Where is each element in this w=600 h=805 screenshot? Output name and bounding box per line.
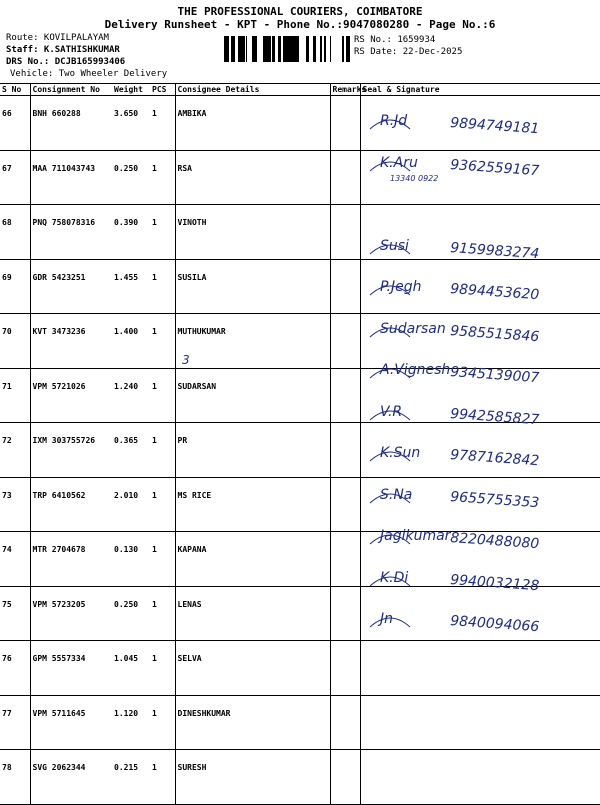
signature-name: K.Sun — [380, 445, 421, 461]
barcode-bar — [295, 36, 297, 62]
barcode-bar — [268, 36, 271, 62]
cell-consignment: GDR 5423251 — [30, 259, 112, 314]
signature-name: Sudarsan — [380, 320, 446, 337]
table-header-row — [0, 84, 600, 96]
cell-seal — [360, 641, 600, 696]
cell-consignment: TRP 6410562 — [30, 477, 112, 532]
cell-consignment: BNH 660288 — [30, 96, 112, 151]
signature-note: 13340 0922 — [390, 173, 439, 183]
barcode-bar — [228, 36, 229, 62]
cell-pcs: 1 — [150, 750, 175, 805]
cell-pcs: 1 — [150, 423, 175, 478]
cell-sno: 67 — [0, 150, 30, 205]
cell-consignee: LENAS — [175, 586, 330, 641]
barcode-bar — [240, 36, 243, 62]
cell-consignee: MUTHUKUMAR — [175, 314, 330, 369]
drs-number: DRS No.: DCJB165993406 — [6, 57, 126, 67]
barcode-bar — [330, 36, 331, 62]
signature-phone: 9345139007 — [449, 364, 540, 387]
signature-image — [360, 427, 600, 470]
cell-consignee: RSA — [175, 150, 330, 205]
signature-image — [360, 220, 600, 260]
barcode-bar — [252, 36, 254, 62]
cell-remarks — [330, 477, 360, 532]
barcode-bar — [342, 36, 344, 62]
cell-consignee: PR — [175, 423, 330, 478]
cell-pcs: 1 — [150, 586, 175, 641]
cell-seal — [360, 695, 600, 750]
barcode-bar — [347, 36, 350, 62]
cell-weight: 1.455 — [112, 259, 150, 314]
signature-phone: 9840094066 — [449, 613, 540, 636]
cell-sno: 74 — [0, 532, 30, 587]
barcode-bar — [272, 36, 275, 62]
signature-image — [360, 386, 600, 426]
signature-phone: 9940032128 — [449, 571, 540, 594]
cell-remarks — [330, 368, 360, 423]
cell-pcs: 1 — [150, 695, 175, 750]
staff-label: Staff: K.SATHISHKUMAR — [6, 45, 120, 55]
signature-phone: 9942585827 — [449, 405, 540, 428]
signature-phone: 9362559167 — [449, 156, 540, 179]
cell-weight: 2.010 — [112, 477, 150, 532]
cell-consignment: VPM 5723205 — [30, 586, 112, 641]
cell-consignee: MS RICE — [175, 477, 330, 532]
cell-consignment: GPM 5557334 — [30, 641, 112, 696]
cell-weight: 0.130 — [112, 532, 150, 587]
cell-consignment: KVT 3473236 — [30, 314, 112, 369]
cell-seal — [360, 750, 600, 805]
cell-sno: 72 — [0, 423, 30, 478]
cell-pcs: 1 — [150, 368, 175, 423]
table-row — [0, 695, 600, 750]
signature-name: K.Aru — [380, 154, 418, 171]
signature-image — [360, 593, 600, 636]
cell-sno: 68 — [0, 205, 30, 260]
cell-sno: 71 — [0, 368, 30, 423]
barcode-bar — [292, 36, 295, 62]
cell-sno: 75 — [0, 586, 30, 641]
table-row — [0, 641, 600, 696]
barcode-bar — [243, 36, 245, 62]
cell-weight: 1.400 — [112, 314, 150, 369]
signature-name: Susi — [380, 237, 409, 254]
barcode-bar — [291, 36, 292, 62]
barcode-bar — [263, 36, 265, 62]
cell-consignment: VPM 5721026 — [30, 368, 112, 423]
cell-sno: 76 — [0, 641, 30, 696]
cell-consignee: AMBIKA — [175, 96, 330, 151]
signature-phone: 9787162842 — [449, 447, 540, 470]
col-remarks: Remarks — [330, 84, 360, 96]
barcode-bar — [246, 36, 247, 62]
cell-remarks — [330, 314, 360, 369]
signature-image — [360, 261, 600, 304]
cell-sno: 66 — [0, 96, 30, 151]
barcode-image — [224, 36, 350, 62]
cell-pcs: 1 — [150, 641, 175, 696]
signature-phone: 9159983274 — [449, 239, 540, 262]
barcode-bar — [255, 36, 257, 62]
signature-name: Jagikumar — [380, 528, 451, 544]
barcode-bar — [320, 36, 322, 62]
barcode-bar — [283, 36, 285, 62]
signature-name: S.Na — [380, 486, 413, 503]
barcode-bar — [346, 36, 347, 62]
cell-pcs: 1 — [150, 96, 175, 151]
cell-weight: 1.120 — [112, 695, 150, 750]
vehicle-label: Vehicle: Two Wheeler Delivery — [10, 69, 168, 79]
cell-consignment: VPM 5711645 — [30, 695, 112, 750]
cell-consignment: SVG 2062344 — [30, 750, 112, 805]
signature-phone: 9894749181 — [449, 115, 540, 138]
cell-weight: 1.240 — [112, 368, 150, 423]
cell-remarks — [330, 750, 360, 805]
signature-phone: 9655755353 — [449, 488, 540, 511]
barcode-bar — [234, 36, 235, 62]
cell-pcs: 1 — [150, 150, 175, 205]
cell-remarks — [330, 695, 360, 750]
cell-consignee: KAPANA — [175, 532, 330, 587]
signature-name: Jn — [380, 611, 394, 627]
signature-phone: 9894453620 — [449, 281, 540, 304]
barcode-bar — [297, 36, 299, 62]
cell-sno: 70 — [0, 314, 30, 369]
signature-image — [360, 510, 600, 553]
barcode-bar — [226, 36, 228, 62]
signature-name: R.Jd — [380, 113, 408, 129]
rs-date: RS Date: 22-Dec-2025 — [354, 47, 463, 57]
cell-consignee: SUDARSAN — [175, 368, 330, 423]
barcode-bar — [231, 36, 234, 62]
cell-weight: 3.650 — [112, 96, 150, 151]
signature-image — [360, 178, 600, 218]
barcode-bar — [285, 36, 288, 62]
signature-image — [360, 137, 600, 183]
cell-remarks — [330, 586, 360, 641]
cell-consignment: IXM 303755726 — [30, 423, 112, 478]
barcode-bar — [306, 36, 309, 62]
col-pcs: PCS — [150, 84, 175, 96]
cell-consignment: PNQ 758078316 — [30, 205, 112, 260]
col-consignment: Consignment No — [30, 84, 112, 96]
cell-sno: 77 — [0, 695, 30, 750]
cell-remarks — [330, 423, 360, 478]
cell-remarks — [330, 150, 360, 205]
document-title: THE PROFESSIONAL COURIERS, COIMBATORE — [177, 5, 423, 18]
cell-weight: 0.365 — [112, 423, 150, 478]
cell-pcs: 1 — [150, 259, 175, 314]
rs-number: RS No.: 1659934 — [354, 35, 436, 45]
cell-pcs: 1 — [150, 532, 175, 587]
barcode-bar — [325, 36, 326, 62]
col-consignee: Consignee Details — [175, 84, 330, 96]
cell-sno: 78 — [0, 750, 30, 805]
signature-name: P.Jegh — [380, 279, 422, 295]
cell-remarks — [330, 96, 360, 151]
signature-image — [360, 469, 600, 509]
barcode-bar — [278, 36, 281, 62]
col-seal: Seal & Signature — [360, 84, 600, 96]
cell-weight: 0.390 — [112, 205, 150, 260]
document-subtitle: Delivery Runsheet - KPT - Phone No.:9047080280 - Page No.:6 — [104, 18, 496, 31]
cell-consignee: VINOTH — [175, 205, 330, 260]
cell-consignment: MAA 711043743 — [30, 150, 112, 205]
signature-note: 3 — [182, 353, 190, 367]
signature-image — [360, 303, 600, 343]
signature-phone: 8220488080 — [449, 530, 540, 553]
barcode-bar — [288, 36, 291, 62]
cell-consignment: MTR 2704678 — [30, 532, 112, 587]
cell-pcs: 1 — [150, 314, 175, 369]
signature-name: K.Di — [380, 569, 409, 586]
signature-image — [360, 552, 600, 592]
cell-sno: 69 — [0, 259, 30, 314]
barcode-bar — [224, 36, 226, 62]
signature-name: A.Vignesh — [380, 362, 451, 378]
route-label: Route: KOVILPALAYAM — [6, 33, 109, 43]
signature-name: V.R — [380, 403, 403, 420]
cell-consignee: DINESHKUMAR — [175, 695, 330, 750]
signature-phone: 9585515846 — [449, 322, 540, 345]
cell-pcs: 1 — [150, 205, 175, 260]
signature-image — [360, 95, 600, 138]
cell-consignee: SUSILA — [175, 259, 330, 314]
cell-weight: 1.045 — [112, 641, 150, 696]
table-row — [0, 750, 600, 805]
col-weight: Weight — [112, 84, 150, 96]
barcode-bar — [238, 36, 240, 62]
cell-remarks — [330, 641, 360, 696]
cell-weight: 0.250 — [112, 150, 150, 205]
col-sno: S No — [0, 84, 30, 96]
cell-weight: 0.250 — [112, 586, 150, 641]
cell-pcs: 1 — [150, 477, 175, 532]
cell-remarks — [330, 205, 360, 260]
cell-remarks — [330, 532, 360, 587]
cell-remarks — [330, 259, 360, 314]
cell-consignee: SELVA — [175, 641, 330, 696]
cell-sno: 73 — [0, 477, 30, 532]
cell-weight: 0.215 — [112, 750, 150, 805]
cell-consignee: SURESH — [175, 750, 330, 805]
barcode-bar — [265, 36, 268, 62]
barcode-bar — [313, 36, 316, 62]
barcode-bar — [324, 36, 325, 62]
barcode-bar — [254, 36, 255, 62]
